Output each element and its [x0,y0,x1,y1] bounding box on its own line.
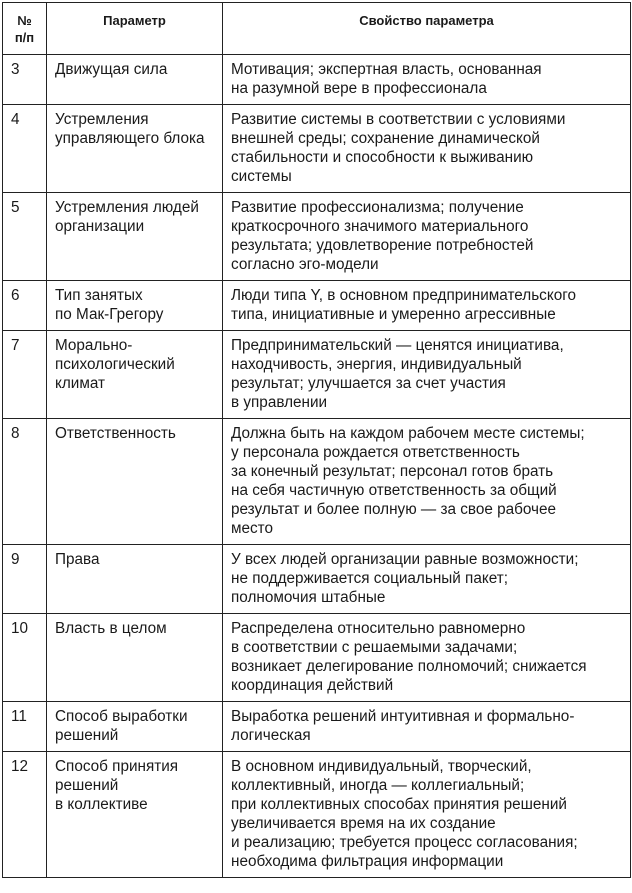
property-line: Выработка решений интуитивная и формально- [231,708,575,725]
parameter-cell [47,193,223,281]
property-line: не поддерживается социальный пакет; [231,570,508,587]
parameter-line: Устремления людей [55,199,199,216]
row-number: 8 [3,419,47,545]
property-line: необходима фильтрация информации [231,853,504,870]
property-cell [223,55,631,105]
property-line: результата; удовлетворение потребностей [231,237,534,254]
property-line: коллективный, иногда — коллегиальный; [231,777,525,794]
property-line: и реализацию; требуется процесс согласования; [231,834,578,851]
property-cell [223,419,631,545]
table-row [3,193,631,281]
property-line: находчивость, энергия, индивидуальный [231,356,522,373]
parameter-line: Тип занятых [55,287,143,304]
parameter-cell [47,281,223,331]
row-number: 9 [3,545,47,614]
property-cell [223,331,631,419]
property-line: за конечный результат; персонал готов брать [231,463,554,480]
parameter-line: Права [55,551,100,568]
property-line: логическая [231,727,311,744]
header-number-abbr: п/п [14,30,35,45]
parameter-line: Морально- [55,337,133,354]
property-line: Должна быть на каждом рабочем месте системы; [231,425,585,442]
property-cell [223,105,631,193]
parameter-line: по Мак-Грегору [55,306,164,323]
property-cell [223,281,631,331]
header-property: Свойство параметра [223,3,631,55]
property-line: системы [231,168,292,185]
table-row [3,752,631,878]
parameter-line: решений [55,727,119,744]
row-number: 5 [3,193,47,281]
header-number [3,3,47,55]
parameter-cell [47,105,223,193]
parameter-cell [47,614,223,702]
property-line: на разумной вере в профессионала [231,80,487,97]
property-line: возникает делегирование полномочий; снижается [231,658,587,675]
parameter-line: Власть в целом [55,620,167,637]
row-number: 7 [3,331,47,419]
table-row [3,419,631,545]
row-number: 6 [3,281,47,331]
property-line: Мотивация; экспертная власть, основанная [231,61,542,78]
parameter-line: в коллективе [55,796,148,813]
property-line: краткосрочного значимого материального [231,218,529,235]
parameter-line: Устремления [55,111,149,128]
row-number: 12 [3,752,47,878]
row-number: 10 [3,614,47,702]
table-row [3,702,631,752]
table-row [3,331,631,419]
table-row [3,614,631,702]
parameter-line: решений [55,777,119,794]
property-cell [223,702,631,752]
parameter-cell [47,419,223,545]
parameters-table [2,2,631,878]
row-number: 4 [3,105,47,193]
parameter-line: организации [55,218,145,235]
table-row [3,281,631,331]
parameter-cell [47,702,223,752]
property-line: при коллективных способах принятия решений [231,796,567,813]
property-cell [223,545,631,614]
property-line: стабильности и способности к выживанию [231,149,534,166]
parameter-line: Способ выработки [55,708,188,725]
header-row [3,3,631,55]
property-line: на себя частичную ответственность за общий [231,482,557,499]
property-line: результат и более полную — за свое рабочее [231,501,557,518]
table-body [3,55,631,878]
property-line: в соответствии с решаемыми задачами; [231,639,518,656]
parameter-line: управляющего блока [55,130,205,147]
property-line: результат; улучшается за счет участия [231,375,506,392]
property-line: полномочия штабные [231,589,386,606]
table-row [3,105,631,193]
property-cell [223,193,631,281]
parameter-line: психологический [55,356,175,373]
property-line: внешней среды; сохранение динамической [231,130,540,147]
table-row [3,55,631,105]
property-line: согласно эго-модели [231,256,379,273]
parameter-cell [47,752,223,878]
parameter-line: Движущая сила [55,61,168,78]
parameter-cell [47,545,223,614]
property-line: координация действий [231,677,394,694]
property-line: У всех людей организации равные возможности; [231,551,579,568]
row-number: 3 [3,55,47,105]
property-line: место [231,520,274,537]
parameter-line: Ответственность [55,425,176,442]
property-line: в управлении [231,394,328,411]
table-header [3,3,631,55]
property-line: Предпринимательский — ценятся инициатива, [231,337,564,354]
property-line: Развитие системы в соответствии с условиями [231,111,566,128]
property-line: В основном индивидуальный, творческий, [231,758,532,775]
header-parameter: Параметр [47,3,223,55]
property-cell [223,752,631,878]
property-line: Распределена относительно равномерно [231,620,526,637]
parameter-line: Способ принятия [55,758,179,775]
row-number: 11 [3,702,47,752]
property-cell [223,614,631,702]
header-number-sign: № [17,13,32,28]
property-line: Люди типа Y, в основном предпринимательского [231,287,576,304]
property-line: Развитие профессионализма; получение [231,199,524,216]
property-line: типа, инициативные и умеренно агрессивные [231,306,556,323]
parameter-cell [47,55,223,105]
parameter-line: климат [55,375,106,392]
parameter-cell [47,331,223,419]
property-line: у персонала рождается ответственность [231,444,520,461]
table-row [3,545,631,614]
property-line: увеличивается время на их создание [231,815,496,832]
